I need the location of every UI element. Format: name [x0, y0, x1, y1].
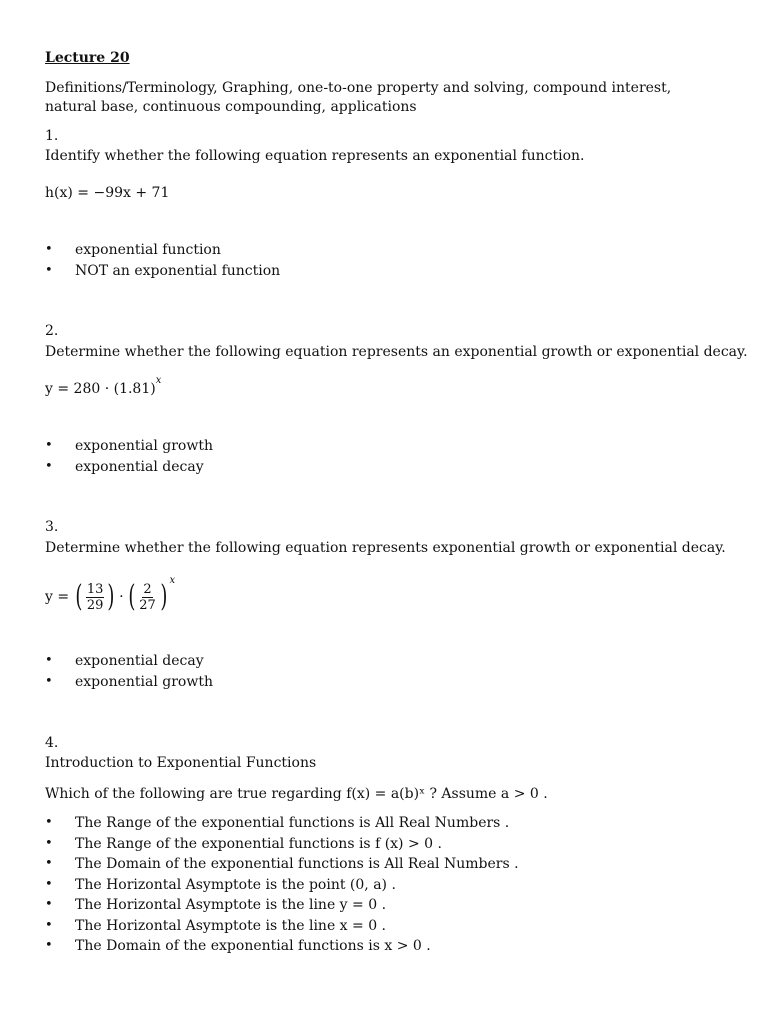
q2-number: 2.	[45, 323, 59, 339]
q2-option[interactable]: • exponential decay	[45, 457, 213, 478]
q3-dot: ·	[119, 589, 124, 605]
q1-number: 1.	[45, 128, 59, 144]
q3-exponent: x	[169, 575, 176, 586]
q4-prompt: Which of the following are true regarding f(x) = a(b)ˣ ? Assume a > 0 .	[45, 786, 548, 802]
q1-option[interactable]: • exponential function	[45, 240, 280, 261]
q3-fraction-2	[138, 583, 157, 612]
q4-heading: Introduction to Exponential Functions	[45, 755, 317, 771]
q3-number: 3.	[45, 519, 59, 535]
q1-options	[45, 240, 280, 281]
q2-equation	[45, 375, 162, 397]
q4-option[interactable]: • The Domain of the exponential functions is x > 0 .	[45, 936, 519, 957]
q1-equation: h(x) = −99x + 71	[45, 185, 170, 201]
q2-equation-exponent: x	[155, 375, 162, 386]
q2-prompt: Determine whether the following equation represents an exponential growth or exponential decay.	[45, 344, 748, 360]
q3-prompt: Determine whether the following equation represents exponential growth or exponential decay.	[45, 540, 726, 556]
q3-frac2-numerator: 2	[143, 581, 152, 597]
q1-option[interactable]: • NOT an exponential function	[45, 261, 280, 282]
q3-frac1-numerator: 13	[86, 581, 104, 597]
q3-frac2-denominator: 27	[139, 597, 156, 613]
q4-option[interactable]: • The Horizontal Asymptote is the line x = 0 .	[45, 916, 519, 937]
q4-option[interactable]: • The Range of the exponential functions is All Real Numbers .	[45, 813, 519, 834]
q3-options	[45, 651, 213, 692]
lecture-topics: Definitions/Terminology, Graphing, one-to-one property and solving, compound interest, natural base, continuous compounding, applications	[45, 80, 672, 115]
q2-option[interactable]: • exponential growth	[45, 436, 213, 457]
q1-prompt: Identify whether the following equation represents an exponential function.	[45, 148, 585, 164]
q4-options	[45, 813, 519, 957]
q4-option[interactable]: • The Range of the exponential functions is f (x) > 0 .	[45, 834, 519, 855]
q3-option[interactable]: • exponential growth	[45, 672, 213, 693]
q4-number: 4.	[45, 735, 59, 751]
q3-equation: y = ( $\frac{13}{29}$ ) · ( $\frac{2}{27}$ ) x	[45, 575, 176, 614]
q3-lhs: y =	[45, 589, 70, 605]
q3-fraction-1	[86, 583, 105, 612]
q2-equation-base: y = 280 · (1.81)	[45, 381, 156, 397]
q4-option[interactable]: • The Horizontal Asymptote is the point (0, a) .	[45, 875, 519, 896]
q4-option[interactable]: • The Horizontal Asymptote is the line y = 0 .	[45, 895, 519, 916]
q3-frac1-denominator: 29	[86, 597, 104, 613]
q3-option[interactable]: • exponential decay	[45, 651, 213, 672]
q2-options	[45, 436, 213, 477]
lecture-title: Lecture 20	[45, 50, 130, 66]
q4-option[interactable]: • The Domain of the exponential functions is All Real Numbers .	[45, 854, 519, 875]
